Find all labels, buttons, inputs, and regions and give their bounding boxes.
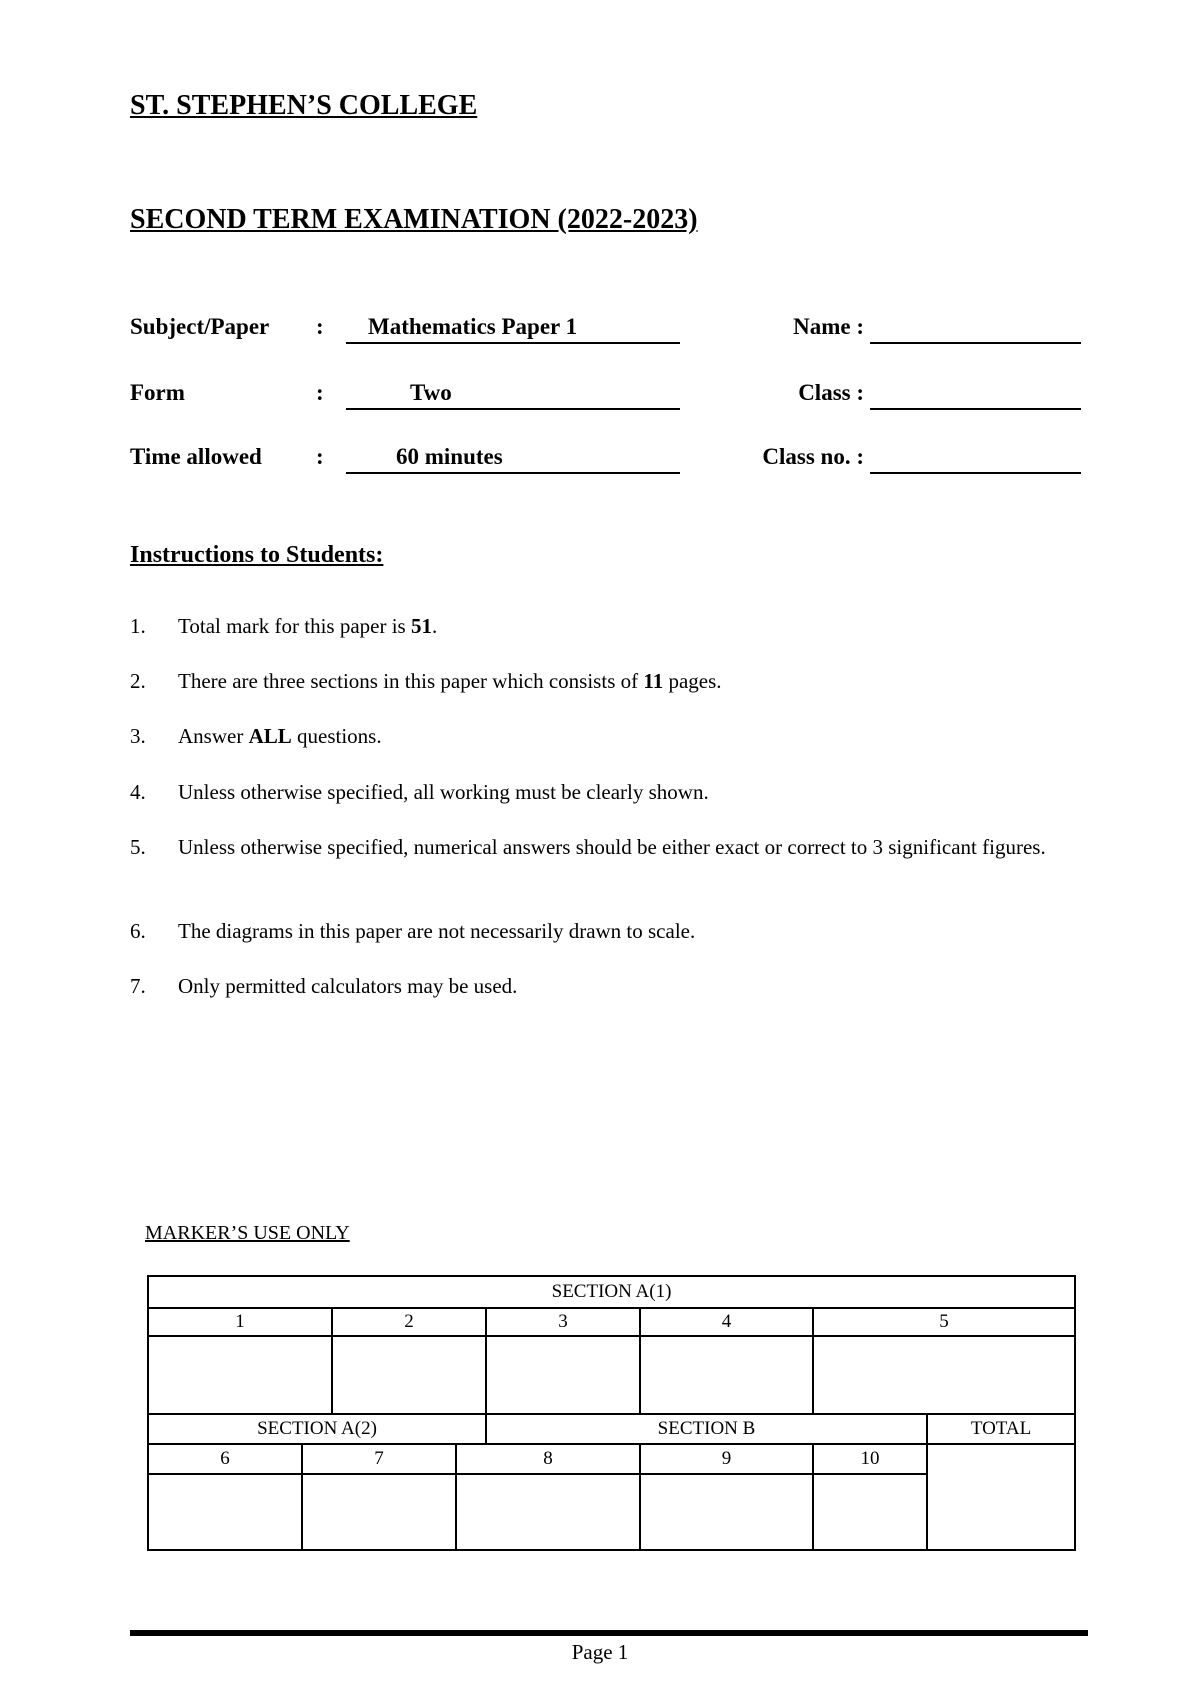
instruction-text-part: The diagrams in this paper are not necessarily drawn to scale.	[178, 919, 696, 943]
total-mark-cell[interactable]	[927, 1444, 1075, 1550]
instruction-text-part: pages.	[663, 669, 722, 693]
section-b-header: SECTION B	[486, 1414, 927, 1444]
exam-title: SECOND TERM EXAMINATION (2022-2023)	[130, 204, 698, 235]
q9-mark-cell[interactable]	[640, 1474, 813, 1550]
q8-mark-cell[interactable]	[456, 1474, 640, 1550]
instruction-text-part: Answer	[178, 724, 249, 748]
q7-header: 7	[302, 1444, 456, 1474]
instruction-text-part: questions.	[291, 724, 382, 748]
q3-mark-cell[interactable]	[486, 1336, 640, 1414]
q5-mark-cell[interactable]	[813, 1336, 1075, 1414]
time-label: Time allowed	[130, 444, 262, 469]
instruction-text-part: Total mark for this paper is	[178, 614, 411, 638]
instruction-text-part: Only permitted calculators may be used.	[178, 974, 518, 998]
q5-header: 5	[813, 1308, 1075, 1336]
instruction-text-part: Unless otherwise specified, all working must be clearly shown.	[178, 780, 709, 804]
instruction-text	[178, 612, 1088, 640]
instruction-text	[178, 667, 1088, 695]
instructions-heading: Instructions to Students:	[130, 542, 384, 568]
q4-mark-cell[interactable]	[640, 1336, 813, 1414]
form-label: Form	[130, 380, 185, 405]
section-a2-header: SECTION A(2)	[148, 1414, 486, 1444]
name-label: Name :	[793, 314, 864, 339]
instruction-text-part: There are three sections in this paper which consists of	[178, 669, 644, 693]
colon: :	[316, 380, 324, 405]
q2-mark-cell[interactable]	[332, 1336, 486, 1414]
subject-value: Mathematics Paper 1	[346, 314, 680, 344]
q9-header: 9	[640, 1444, 813, 1474]
school-name: ST. STEPHEN’S COLLEGE	[130, 90, 478, 121]
section-a1-header: SECTION A(1)	[148, 1276, 1075, 1308]
instruction-text	[178, 917, 1088, 945]
marker-title: MARKER’S USE ONLY	[145, 1222, 350, 1244]
name-blank[interactable]	[870, 314, 1081, 344]
class-blank[interactable]	[870, 380, 1081, 410]
q6-mark-cell[interactable]	[148, 1474, 302, 1550]
class-label: Class :	[798, 380, 864, 405]
q3-header: 3	[486, 1308, 640, 1336]
instruction-number: 2.	[130, 669, 146, 693]
colon: :	[316, 444, 324, 469]
subject-label: Subject/Paper	[130, 314, 270, 339]
time-row	[130, 444, 1090, 474]
instruction-number: 7.	[130, 974, 146, 998]
footer-rule	[130, 1630, 1088, 1636]
q2-header: 2	[332, 1308, 486, 1336]
instruction-text	[178, 778, 1088, 806]
q10-header: 10	[813, 1444, 927, 1474]
q7-mark-cell[interactable]	[302, 1474, 456, 1550]
colon: :	[316, 314, 324, 339]
instruction-number: 3.	[130, 724, 146, 748]
time-value: 60 minutes	[346, 444, 680, 474]
page-number: Page 1	[571, 1640, 629, 1664]
instruction-text	[178, 833, 1088, 861]
q10-mark-cell[interactable]	[813, 1474, 927, 1550]
instruction-number: 1.	[130, 614, 146, 638]
instruction-emphasis: ALL	[248, 724, 292, 748]
total-header: TOTAL	[927, 1414, 1075, 1444]
instruction-number: 5.	[130, 835, 146, 859]
instruction-number: 6.	[130, 919, 146, 943]
instruction-text	[178, 722, 1088, 750]
q6-header: 6	[148, 1444, 302, 1474]
form-value: Two	[346, 380, 680, 410]
form-row	[130, 380, 1090, 410]
q1-mark-cell[interactable]	[148, 1336, 332, 1414]
class-no-blank[interactable]	[870, 444, 1081, 474]
subject-row	[130, 314, 1090, 344]
instruction-text-part: .	[431, 614, 438, 638]
q8-header: 8	[456, 1444, 640, 1474]
q1-header: 1	[148, 1308, 332, 1336]
instruction-text	[178, 972, 1088, 1000]
q4-header: 4	[640, 1308, 813, 1336]
instruction-emphasis: 51	[410, 614, 432, 638]
instruction-number: 4.	[130, 780, 146, 804]
instruction-text-part: Unless otherwise specified, numerical answers should be either exact or correct to 3 significant figures.	[178, 835, 1046, 859]
marker-table	[147, 1275, 1076, 1551]
instruction-emphasis: 11	[643, 669, 664, 693]
class-no-label: Class no. :	[762, 444, 864, 469]
